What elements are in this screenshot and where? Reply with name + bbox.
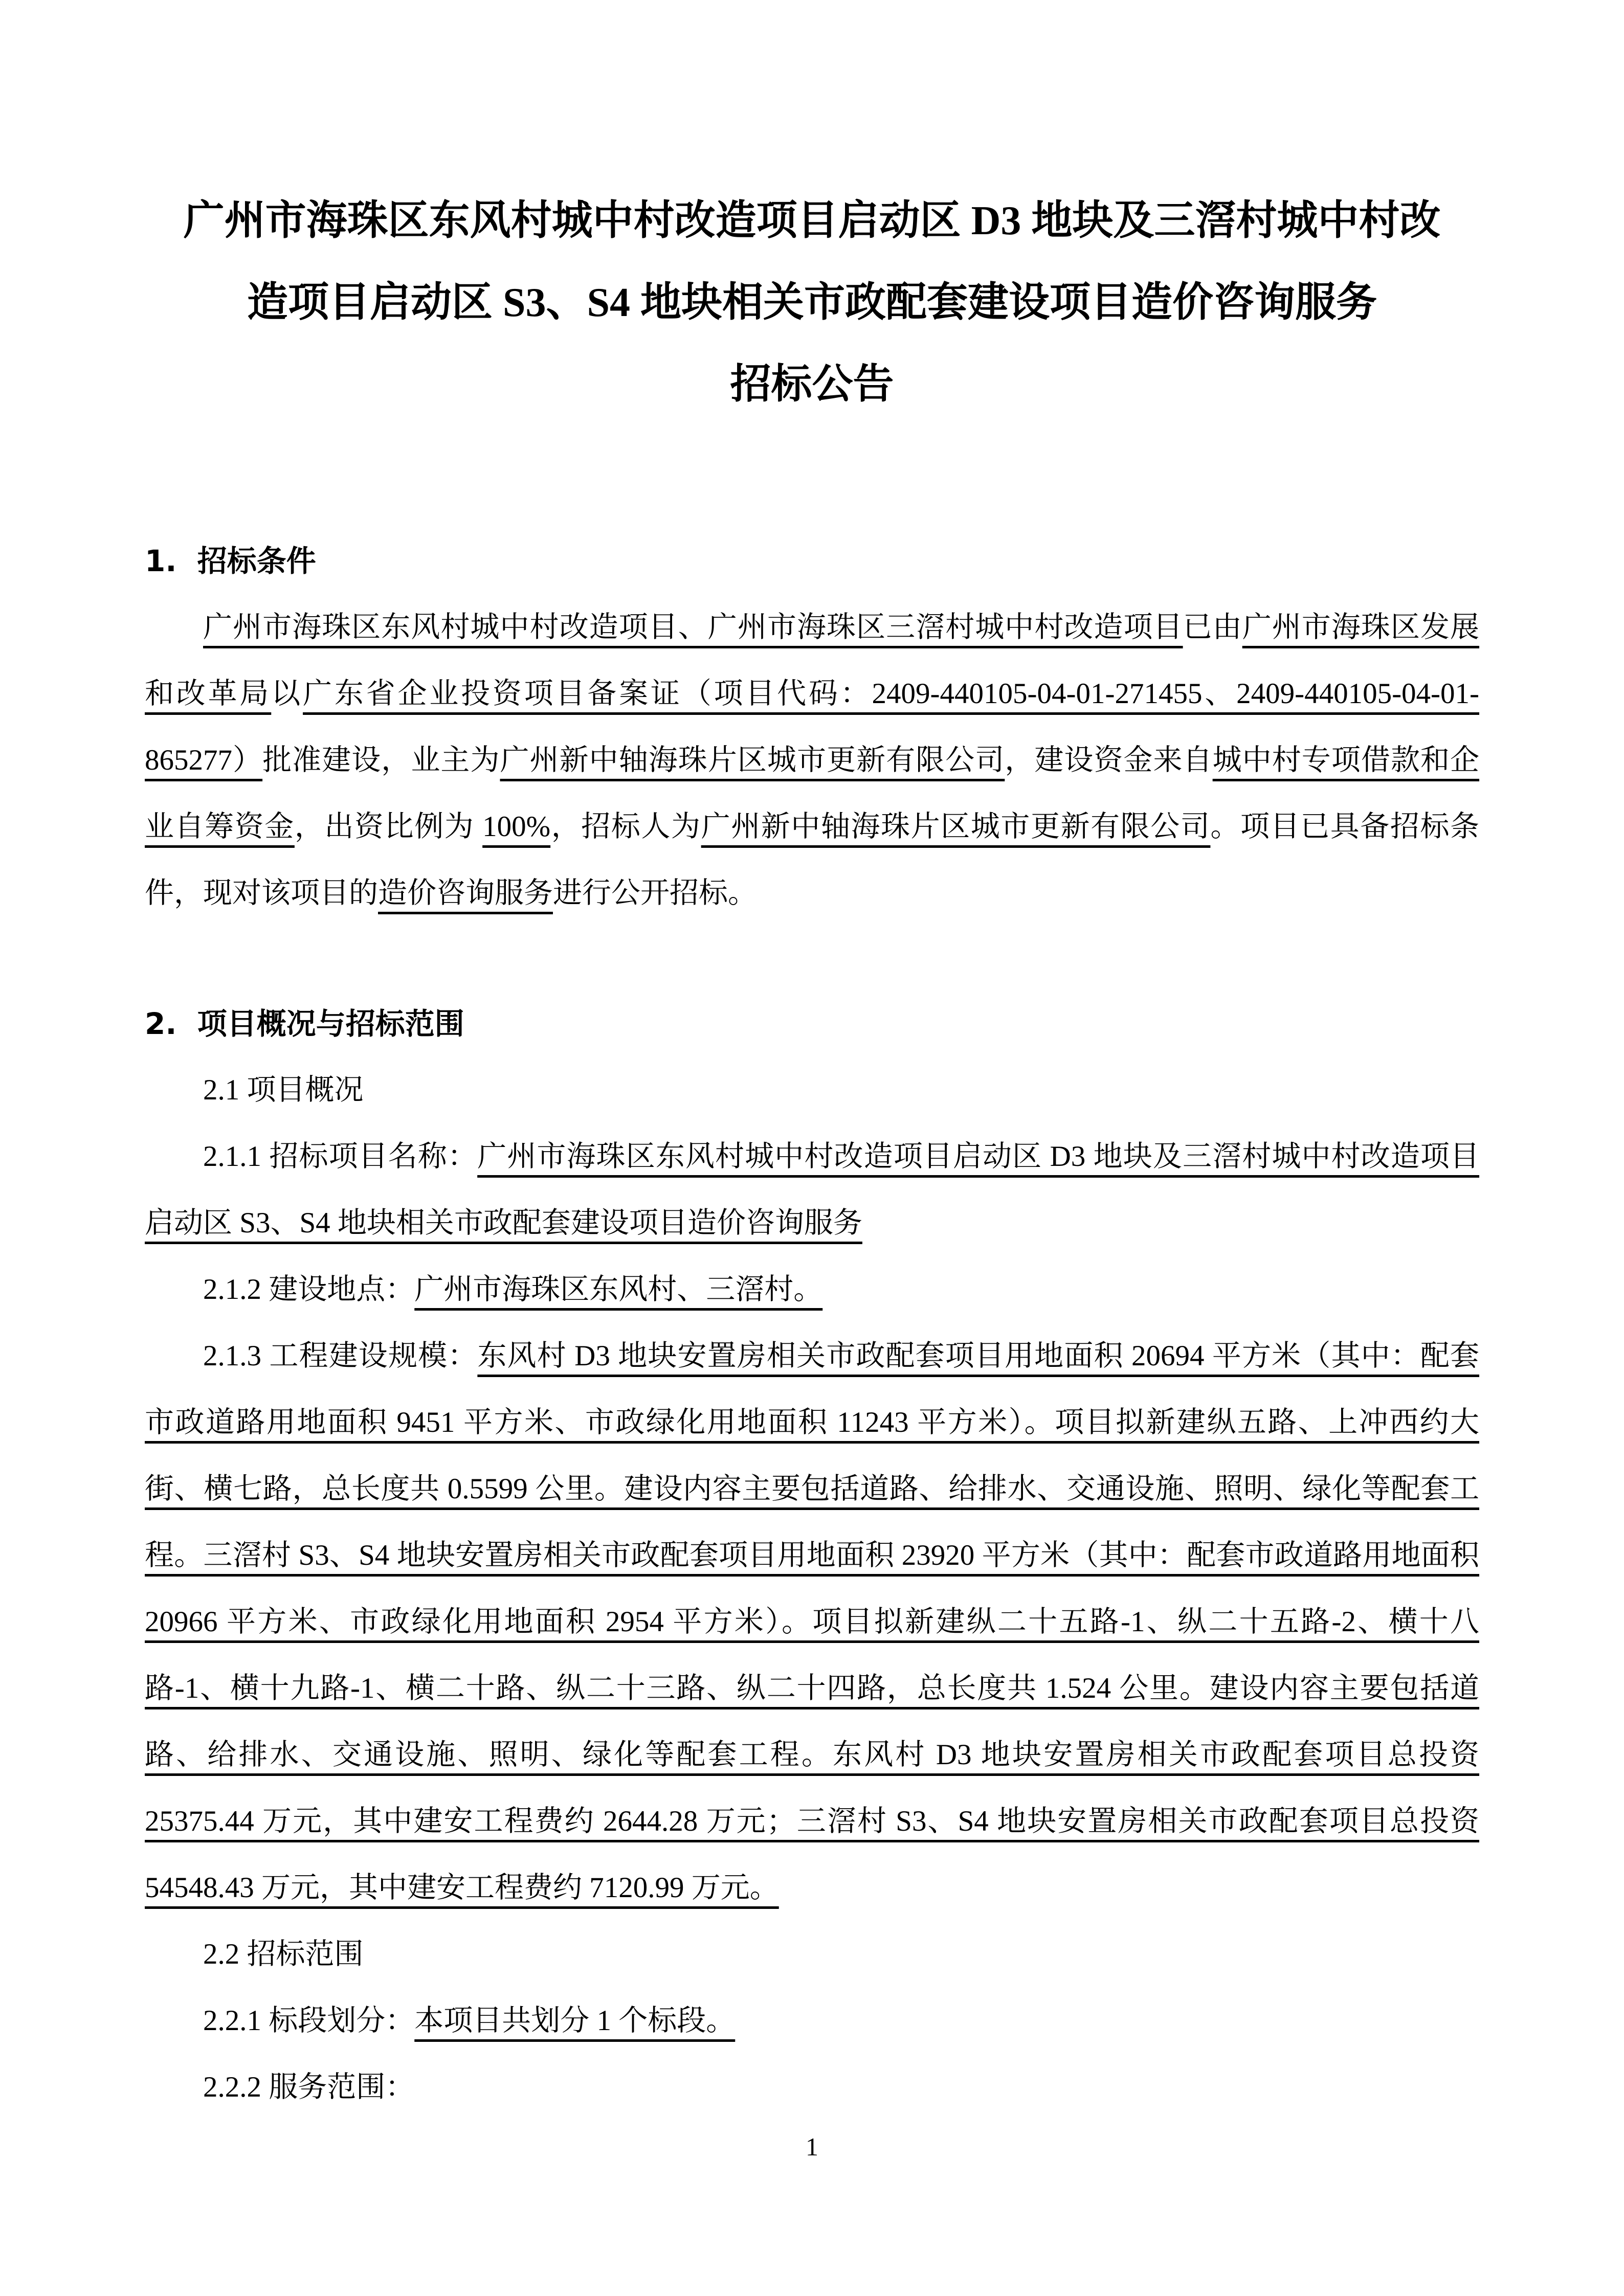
underlined-text: 东风村 D3 地块安置房相关市政配套项目用地面积 20694 平方米（其中：配套市政道路用地面积 9451 平方米、市政绿化用地面积 11243 平方米）。项目拟新建纵五路、上冲西约大街、横七路，总长度共 0.5599 公里。建设内容主要包括道路、给排水、交通设施、照明、绿化等配套工程。三滘村 S3、S4 地块安置房相关市政配套项目用地面积 23920 平方米（其中：配套市政道路用地面积 20966 平方米、市政绿化用地面积 2954 平方米）。项目拟新建纵二十五路-1、纵二十五路-2、横十八路-1、横十九路-1、横二十路、纵二十三路、纵二十四路，总长度共 1.524 公里。建设内容主要包括道路、给排水、交通设施、照明、绿化等配套工程。东风村 D3 地块安置房相关市政配套项目总投资 25375.44 万元，其中建安工程费约 2644.28 万元；三滘村 S3、S4 地块安置房相关市政配套项目总投资 54548.43 万元，其中建安工程费约 7120.99 万元。 bbox=[145, 1340, 1479, 1904]
text-run: 2.1.2 建设地点： bbox=[203, 1273, 415, 1305]
text-run: ，出资比例为 bbox=[294, 811, 483, 843]
underlined-text: 广州市海珠区东风村、三滘村。 bbox=[414, 1273, 823, 1305]
paragraph bbox=[145, 1988, 1479, 2054]
paragraph bbox=[145, 594, 1479, 927]
paragraph bbox=[145, 1323, 1479, 1921]
text-run: 以 bbox=[271, 678, 303, 710]
text-run: 2.1.3 工程建设规模： bbox=[203, 1340, 478, 1372]
text-run: 2.1.1 招标项目名称： bbox=[203, 1140, 478, 1173]
underlined-text: 广州市海珠区东风村城中村改造项目启动区 D3 地块及三滘村城中村改造项目启动区 S3、S4 地块相关市政配套建设项目造价咨询服务 bbox=[145, 1140, 1480, 1239]
paragraph bbox=[145, 1256, 1479, 1323]
text-run: 。项目已具备招标条件，现对该项目的 bbox=[145, 811, 1480, 909]
title-line: 造项目启动区 S3、S4 地块相关市政配套建设项目造价咨询服务 bbox=[247, 280, 1377, 325]
document-body bbox=[145, 528, 1479, 2121]
paragraph bbox=[145, 1921, 1479, 1988]
paragraph bbox=[145, 1123, 1479, 1256]
underlined-text: 广州市海珠区发展和改革局 bbox=[145, 611, 1480, 710]
text-run: 2.1 项目概况 bbox=[203, 1074, 364, 1106]
text-run: 进行公开招标。 bbox=[553, 877, 757, 909]
text-run: 已由 bbox=[1183, 611, 1242, 643]
page-number: 1 bbox=[806, 2132, 818, 2161]
text-run: 2.2 招标范围 bbox=[203, 1938, 364, 1970]
underlined-text: 广州新中轴海珠片区城市更新有限公司 bbox=[500, 744, 1005, 776]
text-run: ，建设资金来自 bbox=[1005, 744, 1213, 776]
underlined-text: 广州新中轴海珠片区城市更新有限公司 bbox=[701, 811, 1211, 843]
text-run: 2.2.2 服务范围： bbox=[203, 2071, 415, 2103]
paragraph bbox=[145, 2054, 1479, 2121]
section-heading: 1. 招标条件 bbox=[145, 544, 316, 578]
document-title bbox=[145, 180, 1479, 425]
underlined-text: 造价咨询服务 bbox=[378, 877, 553, 909]
underlined-text: 城中村专项借款和企业自筹资金 bbox=[145, 744, 1480, 843]
underlined-text: 100% bbox=[482, 811, 551, 843]
underlined-text: 广东省企业投资项目备案证（项目代码：2409-440105-04-01-271455、2409-440105-04-01-865277） bbox=[145, 678, 1480, 776]
text-run: 批准建设，业主为 bbox=[262, 744, 500, 776]
underlined-text: 广州市海珠区东风村城中村改造项目、广州市海珠区三滘村城中村改造项目 bbox=[203, 611, 1183, 643]
title-line: 招标公告 bbox=[730, 362, 894, 407]
section-heading: 2. 项目概况与招标范围 bbox=[145, 1006, 464, 1041]
text-run: ，招标人为 bbox=[550, 811, 701, 843]
paragraph bbox=[145, 1057, 1479, 1123]
underlined-text: 本项目共划分 1 个标段。 bbox=[414, 2005, 736, 2037]
text-run: 2.2.1 标段划分： bbox=[203, 2005, 415, 2037]
title-line: 广州市海珠区东风村城中村改造项目启动区 D3 地块及三滘村城中村改 bbox=[183, 198, 1441, 243]
